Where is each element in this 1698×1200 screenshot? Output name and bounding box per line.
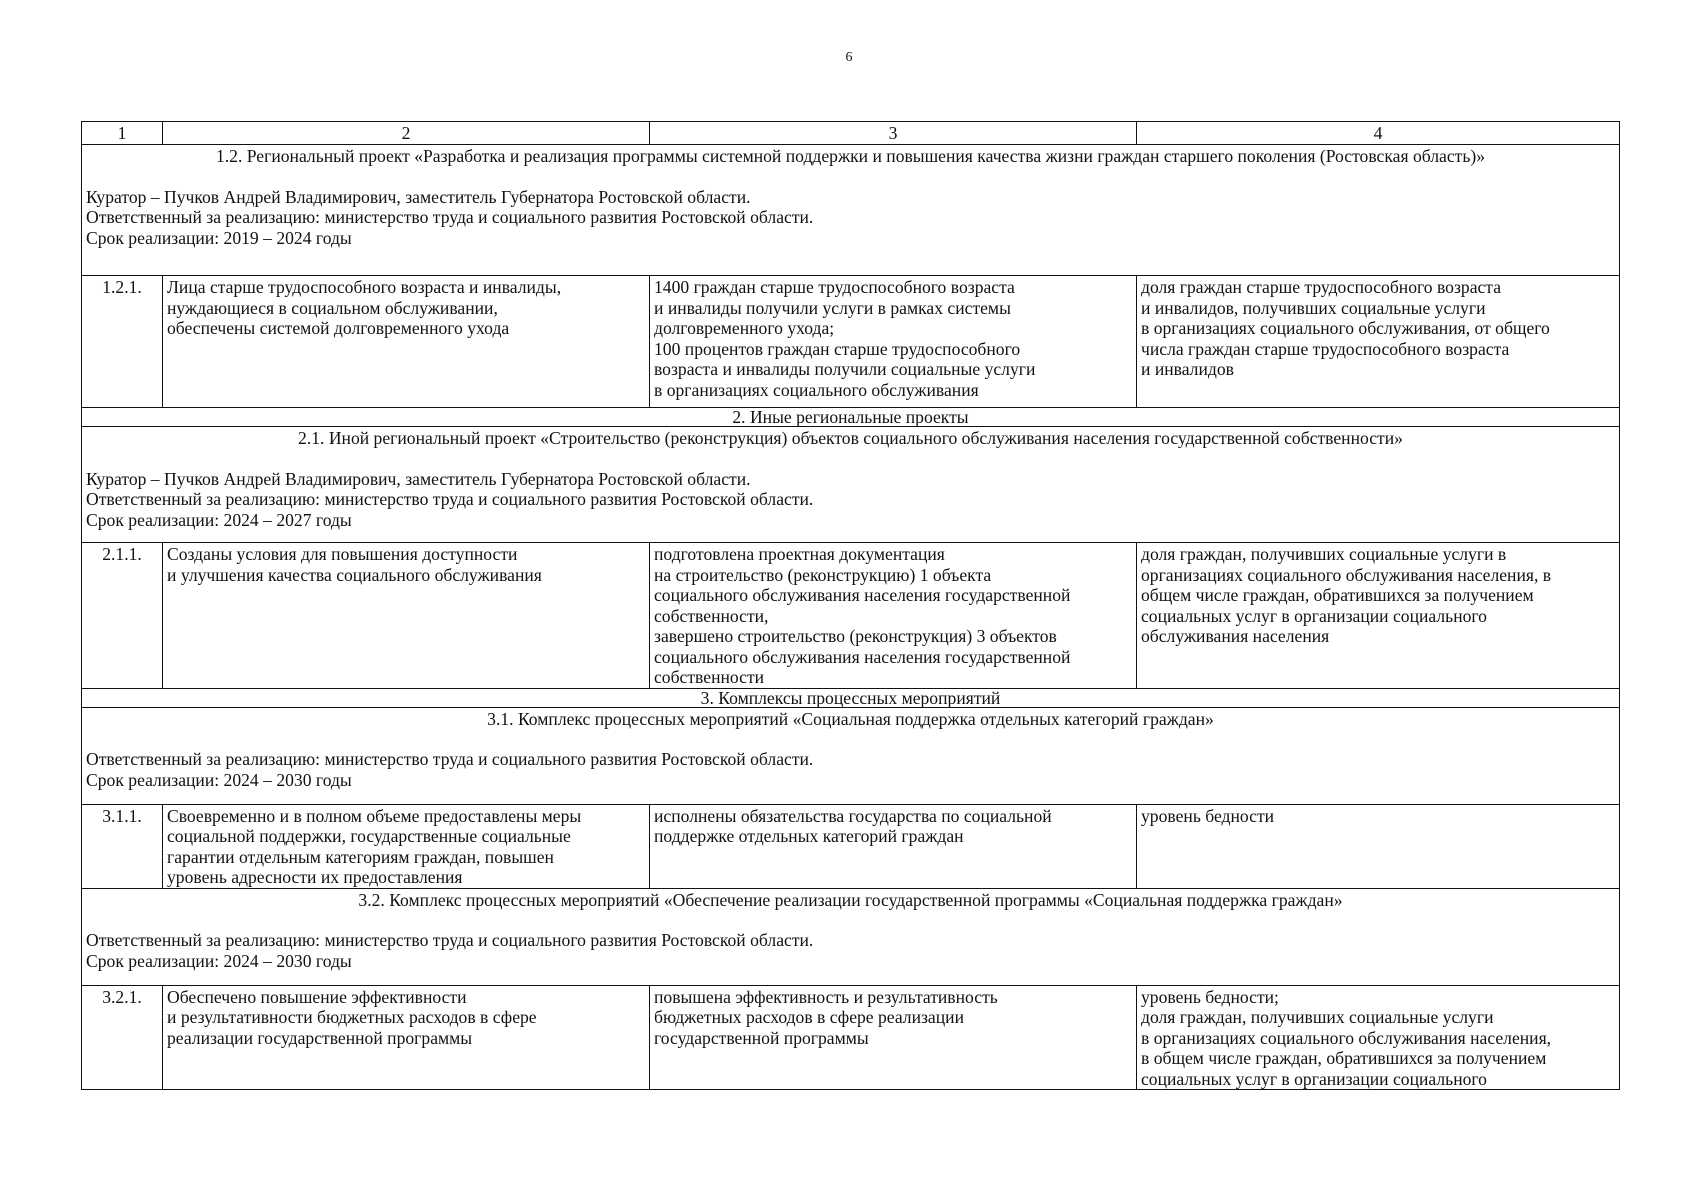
- project-info-line: Ответственный за реализацию: министерство труда и социального развития Ростовской области.: [86, 749, 814, 769]
- cell-line: и инвалидов, получивших социальные услуги: [1141, 297, 1486, 318]
- cell-line: Созданы условия для повышения доступности: [167, 544, 518, 564]
- task-cell: [163, 985, 650, 1090]
- group-title: 2. Иные региональные проекты: [82, 408, 1620, 427]
- indicator-cell: [1137, 985, 1620, 1090]
- project-title: 1.2. Региональный проект «Разработка и реализация программы системной поддержки и повышения качества жизни граждан старшего поколения (Ростовская область)»: [215, 146, 1486, 166]
- cell-line: обслуживания населения: [1141, 626, 1330, 646]
- page-number: 6: [845, 50, 853, 65]
- project-title: 2.1. Иной региональный проект «Строительство (реконструкция) объектов социального обслуживания населения государственной собственности»: [298, 428, 1403, 448]
- cell-line: социальных услуг в организации социального: [1141, 1068, 1487, 1089]
- row-number: 3.1.1.: [82, 804, 163, 888]
- cell-line: подготовлена проектная документация: [654, 544, 945, 564]
- project-info-cell: [82, 145, 1620, 276]
- project-title: 3.2. Комплекс процессных мероприятий «Обеспечение реализации государственной программы «Социальная поддержка граждан»: [358, 889, 1343, 910]
- cell-line: социальной поддержки, государственные социальные: [167, 826, 571, 846]
- project-title: 3.1. Комплекс процессных мероприятий «Социальная поддержка отдельных категорий граждан»: [487, 708, 1214, 729]
- project-info-line: Куратор – Пучков Андрей Владимирович, заместитель Губернатора Ростовской области.: [86, 468, 751, 489]
- cell-line: в организациях социального обслуживания: [654, 379, 979, 400]
- task-cell: [163, 804, 650, 888]
- result-cell: [650, 543, 1137, 689]
- table-row: [82, 985, 1620, 1090]
- group-title: 3. Комплексы процессных мероприятий: [82, 688, 1620, 707]
- cell-line: уровень бедности: [1141, 805, 1275, 826]
- results-table-body: [82, 122, 1620, 1090]
- cell-line: доля граждан, получивших социальные услуги в: [1141, 544, 1507, 564]
- cell-line: в организациях социального обслуживания населения,: [1141, 1027, 1552, 1048]
- cell-line: Обеспечено повышение эффективности: [167, 986, 467, 1007]
- result-cell: [650, 276, 1137, 408]
- cell-line: нуждающиеся в социальном обслуживании,: [167, 297, 498, 318]
- project-info-line: Ответственный за реализацию: министерство труда и социального развития Ростовской области.: [86, 207, 814, 227]
- project-info-line: Срок реализации: 2024 – 2027 годы: [86, 509, 352, 530]
- project-header-row: [82, 427, 1620, 543]
- project-info-cell: [82, 888, 1620, 985]
- cell-line: бюджетных расходов в сфере реализации: [654, 1007, 964, 1027]
- cell-line: повышена эффективность и результативность: [654, 986, 998, 1007]
- cell-line: социальных услуг в организации социального: [1141, 605, 1487, 626]
- group-header-row: [82, 408, 1620, 427]
- column-number: 1: [82, 122, 163, 145]
- cell-line: и инвалиды получили услуги в рамках системы: [654, 297, 1011, 318]
- cell-line: и инвалидов: [1141, 359, 1234, 379]
- project-info-line: Срок реализации: 2024 – 2030 годы: [86, 769, 352, 790]
- cell-line: организациях социального обслуживания населения, в: [1141, 564, 1552, 585]
- cell-line: общем числе граждан, обратившихся за получением: [1141, 585, 1534, 605]
- cell-line: возраста и инвалиды получили социальные услуги: [654, 359, 1036, 379]
- cell-line: и улучшения качества социального обслуживания: [167, 564, 542, 585]
- project-info-line: Срок реализации: 2019 – 2024 годы: [86, 227, 352, 248]
- column-number-row: [82, 122, 1620, 145]
- cell-line: собственности: [654, 667, 765, 687]
- indicator-cell: [1137, 276, 1620, 408]
- cell-line: исполнены обязательства государства по социальной: [654, 805, 1052, 826]
- cell-line: 100 процентов граждан старше трудоспособного: [654, 338, 1021, 359]
- column-number: 3: [650, 122, 1137, 145]
- cell-line: Лица старше трудоспособного возраста и инвалиды,: [167, 277, 562, 297]
- cell-line: в организациях социального обслуживания, от общего: [1141, 318, 1550, 338]
- cell-line: 1400 граждан старше трудоспособного возраста: [654, 277, 1015, 297]
- column-number: 2: [163, 122, 650, 145]
- result-cell: [650, 804, 1137, 888]
- cell-line: доля граждан, получивших социальные услуги: [1141, 1007, 1494, 1027]
- indicator-cell: [1137, 804, 1620, 888]
- column-number: 4: [1137, 122, 1620, 145]
- cell-line: обеспечены системой долговременного ухода: [167, 318, 510, 338]
- results-table: [81, 121, 1620, 1090]
- project-info-line: Куратор – Пучков Андрей Владимирович, заместитель Губернатора Ростовской области.: [86, 186, 751, 207]
- table-row: [82, 543, 1620, 689]
- row-number: 3.2.1.: [82, 985, 163, 1090]
- table-row: [82, 804, 1620, 888]
- cell-line: социального обслуживания населения государственной: [654, 646, 1071, 667]
- indicator-cell: [1137, 543, 1620, 689]
- row-number: 1.2.1.: [82, 276, 163, 408]
- cell-line: уровень адресности их предоставления: [167, 867, 463, 887]
- cell-line: в общем числе граждан, обратившихся за получением: [1141, 1048, 1547, 1068]
- project-header-row: [82, 888, 1620, 985]
- project-info-cell: [82, 707, 1620, 804]
- project-info-line: Ответственный за реализацию: министерство труда и социального развития Ростовской области.: [86, 930, 814, 950]
- cell-line: реализации государственной программы: [167, 1027, 473, 1048]
- project-header-row: [82, 707, 1620, 804]
- cell-line: доля граждан старше трудоспособного возраста: [1141, 277, 1502, 297]
- cell-line: долговременного ухода;: [654, 318, 835, 338]
- cell-line: социального обслуживания населения государственной: [654, 585, 1071, 605]
- project-info-cell: [82, 427, 1620, 543]
- cell-line: собственности,: [654, 605, 769, 626]
- project-info-line: Ответственный за реализацию: министерство труда и социального развития Ростовской области.: [86, 489, 814, 509]
- cell-line: и результативности бюджетных расходов в сфере: [167, 1007, 537, 1027]
- cell-line: поддержке отдельных категорий граждан: [654, 826, 964, 846]
- cell-line: на строительство (реконструкцию) 1 объекта: [654, 564, 992, 585]
- task-cell: [163, 276, 650, 408]
- cell-line: числа граждан старше трудоспособного возраста: [1141, 338, 1510, 359]
- result-cell: [650, 985, 1137, 1090]
- cell-line: уровень бедности;: [1141, 986, 1279, 1007]
- task-cell: [163, 543, 650, 689]
- cell-line: гарантии отдельным категориям граждан, повышен: [167, 846, 554, 867]
- cell-line: Своевременно и в полном объеме предоставлены меры: [167, 805, 582, 826]
- cell-line: завершено строительство (реконструкция) 3 объектов: [654, 626, 1057, 646]
- cell-line: государственной программы: [654, 1027, 869, 1048]
- table-row: [82, 276, 1620, 408]
- project-info-line: Срок реализации: 2024 – 2030 годы: [86, 950, 352, 971]
- group-header-row: [82, 688, 1620, 707]
- project-header-row: [82, 145, 1620, 276]
- row-number: 2.1.1.: [82, 543, 163, 689]
